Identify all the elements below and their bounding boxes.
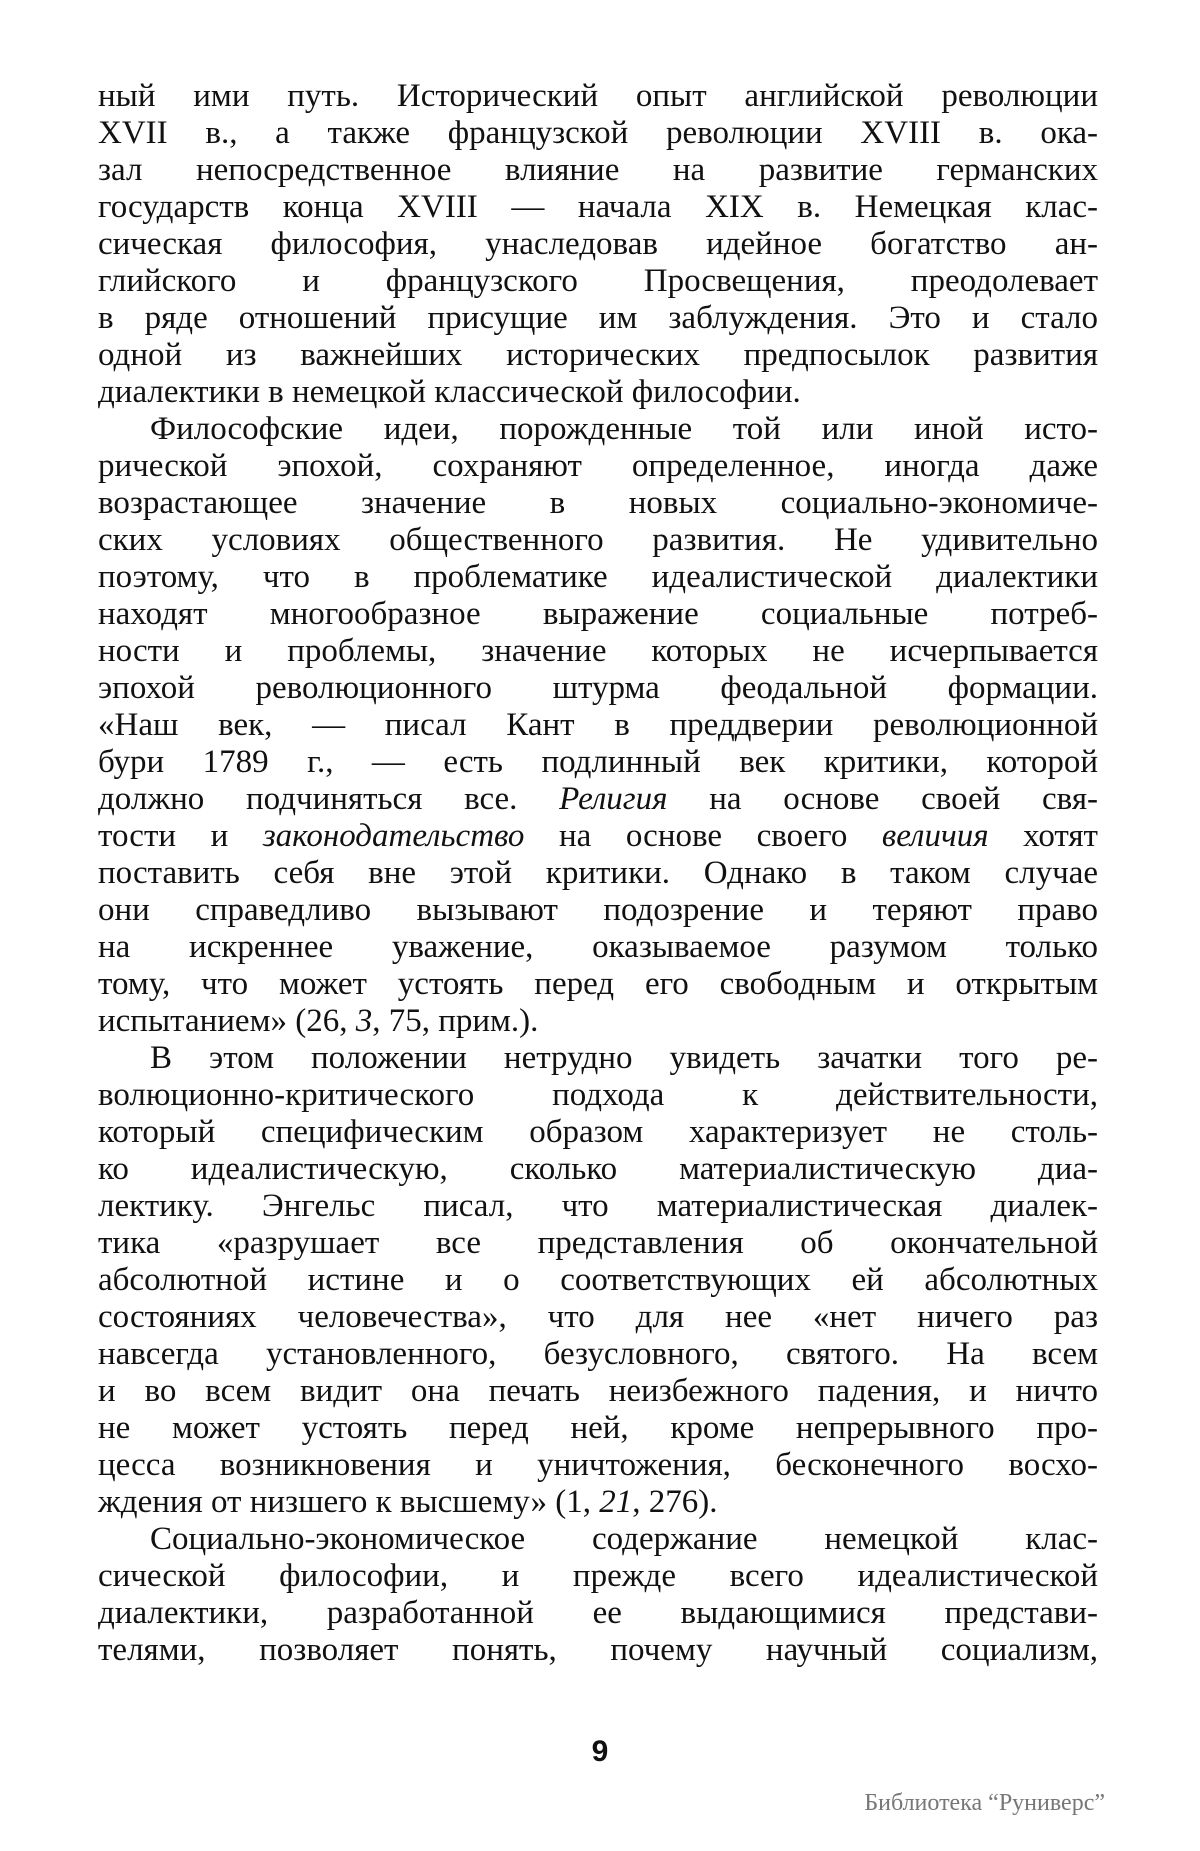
text-line: [98, 374, 1098, 411]
text-segment: сической философии, и прежде всего идеалистической: [98, 1558, 1098, 1594]
text-line: [98, 596, 1098, 633]
text-segment: бури 1789 г., — есть подлинный век критики, которой: [98, 744, 1098, 780]
text-segment: XVII в., а также французской революции XVIII в. ока-: [98, 115, 1098, 151]
text-line: [98, 1225, 1098, 1262]
text-segment: зал непосредственное влияние на развитие германских: [98, 152, 1098, 188]
text-segment: Социально-экономическое содержание немецкой клас-: [150, 1521, 1098, 1557]
text-line: [98, 1521, 1098, 1558]
text-line: [98, 337, 1098, 374]
text-segment: на основе своего: [524, 818, 882, 854]
text-line: [98, 1151, 1098, 1188]
text-segment: лектику. Энгельс писал, что материалистическая диалек-: [98, 1188, 1098, 1224]
text-line: [98, 1299, 1098, 1336]
text-segment: государств конца XVIII — начала XIX в. Немецкая клас-: [98, 189, 1098, 225]
text-segment: хотят: [988, 818, 1098, 854]
text-segment: сическая философия, унаследовав идейное богатство ан-: [98, 226, 1098, 262]
text-segment: цесса возникновения и уничтожения, бесконечного восхо-: [98, 1447, 1098, 1483]
text-segment: диалектики, разработанной ее выдающимися представи-: [98, 1595, 1098, 1631]
text-line: [98, 1188, 1098, 1225]
text-segment: тому, что может устоять перед его свободным и открытым: [98, 966, 1098, 1002]
text-segment: должно подчиняться все.: [98, 781, 560, 817]
text-segment: в ряде отношений присущие им заблуждения. Это и стало: [98, 300, 1098, 336]
text-segment: не может устоять перед ней, кроме непрерывного про-: [98, 1410, 1098, 1446]
italic-text: законодательство: [262, 818, 525, 854]
text-segment: ный ими путь. Исторический опыт английской революции: [98, 78, 1098, 114]
text-segment: они справедливо вызывают подозрение и теряют право: [98, 892, 1098, 928]
page-body-text: [98, 78, 1098, 1669]
paragraph: [98, 78, 1098, 411]
text-segment: тости и: [98, 818, 263, 854]
text-segment: рической эпохой, сохраняют определенное, иногда даже: [98, 448, 1098, 484]
italic-text: 3: [355, 1003, 373, 1039]
text-segment: испытанием» (26,: [98, 1003, 356, 1039]
text-segment: находят многообразное выражение социальные потреб-: [98, 596, 1098, 632]
text-segment: ности и проблемы, значение которых не исчерпывается: [98, 633, 1098, 669]
text-segment: возрастающее значение в новых социально-экономиче-: [98, 485, 1098, 521]
text-line: [98, 892, 1098, 929]
text-line: [98, 1595, 1098, 1632]
text-segment: телями, позволяет понять, почему научный социализм,: [98, 1632, 1098, 1668]
text-line: [98, 707, 1098, 744]
text-line: [98, 152, 1098, 189]
text-line: [98, 263, 1098, 300]
text-segment: ских условиях общественного развития. Не удивительно: [98, 522, 1098, 558]
italic-text: 21: [599, 1484, 633, 1520]
text-segment: волюционно-критического подхода к действительности,: [98, 1077, 1098, 1113]
text-segment: эпохой революционного штурма феодальной формации.: [98, 670, 1098, 706]
text-line: [98, 1114, 1098, 1151]
text-line: [98, 855, 1098, 892]
text-segment: В этом положении нетрудно увидеть зачатки того ре-: [150, 1040, 1098, 1076]
text-segment: на основе своей свя-: [667, 781, 1098, 817]
text-segment: поставить себя вне этой критики. Однако в таком случае: [98, 855, 1098, 891]
text-line: [98, 1336, 1098, 1373]
text-line: [98, 781, 1098, 818]
text-line: [98, 966, 1098, 1003]
text-segment: , 75, прим.).: [372, 1003, 539, 1039]
paragraph: [98, 411, 1098, 1040]
text-line: [98, 744, 1098, 781]
library-watermark: Библиотека “Руниверс”: [864, 1790, 1105, 1816]
text-segment: абсолютной истине и о соответствующих ей абсолютных: [98, 1262, 1098, 1298]
page-number: 9: [591, 1735, 609, 1768]
text-segment: , 276).: [632, 1484, 718, 1520]
text-line: [98, 189, 1098, 226]
text-segment: глийского и французского Просвещения, преодолевает: [98, 263, 1098, 299]
text-line: [98, 559, 1098, 596]
paragraph: [98, 1521, 1098, 1669]
text-line: [98, 1447, 1098, 1484]
text-line: [98, 1484, 1098, 1521]
text-line: [98, 1003, 1098, 1040]
text-segment: поэтому, что в проблематике идеалистической диалектики: [98, 559, 1098, 595]
text-segment: ждения от низшего к высшему» (1,: [98, 1484, 600, 1520]
text-line: [98, 1262, 1098, 1299]
text-line: [98, 78, 1098, 115]
text-line: [98, 1632, 1098, 1669]
text-segment: одной из важнейших исторических предпосылок развития: [98, 337, 1098, 373]
text-line: [98, 1410, 1098, 1447]
text-line: [98, 818, 1098, 855]
text-line: [98, 1077, 1098, 1114]
text-line: [98, 1040, 1098, 1077]
text-segment: диалектики в немецкой классической философии.: [98, 374, 801, 410]
italic-text: величия: [881, 818, 989, 854]
italic-text: Религия: [559, 781, 668, 817]
text-line: [98, 1373, 1098, 1410]
text-line: [98, 670, 1098, 707]
text-segment: ко идеалистическую, сколько материалистическую диа-: [98, 1151, 1098, 1187]
text-segment: тика «разрушает все представления об окончательной: [98, 1225, 1098, 1261]
text-line: [98, 1558, 1098, 1595]
text-line: [98, 115, 1098, 152]
text-line: [98, 411, 1098, 448]
text-line: [98, 633, 1098, 670]
text-line: [98, 300, 1098, 337]
paragraph: [98, 1040, 1098, 1521]
text-segment: Философские идеи, порожденные той или иной исто-: [150, 411, 1098, 447]
text-segment: который специфическим образом характеризует не столь-: [98, 1114, 1098, 1150]
text-segment: навсегда установленного, безусловного, святого. На всем: [98, 1336, 1098, 1372]
text-segment: на искреннее уважение, оказываемое разумом только: [98, 929, 1098, 965]
text-segment: состояниях человечества», что для нее «нет ничего раз: [98, 1299, 1098, 1335]
text-line: [98, 522, 1098, 559]
text-line: [98, 929, 1098, 966]
text-line: [98, 485, 1098, 522]
text-segment: «Наш век, — писал Кант в преддверии революционной: [98, 707, 1098, 743]
text-line: [98, 448, 1098, 485]
text-line: [98, 226, 1098, 263]
text-segment: и во всем видит она печать неизбежного падения, и ничто: [98, 1373, 1098, 1409]
